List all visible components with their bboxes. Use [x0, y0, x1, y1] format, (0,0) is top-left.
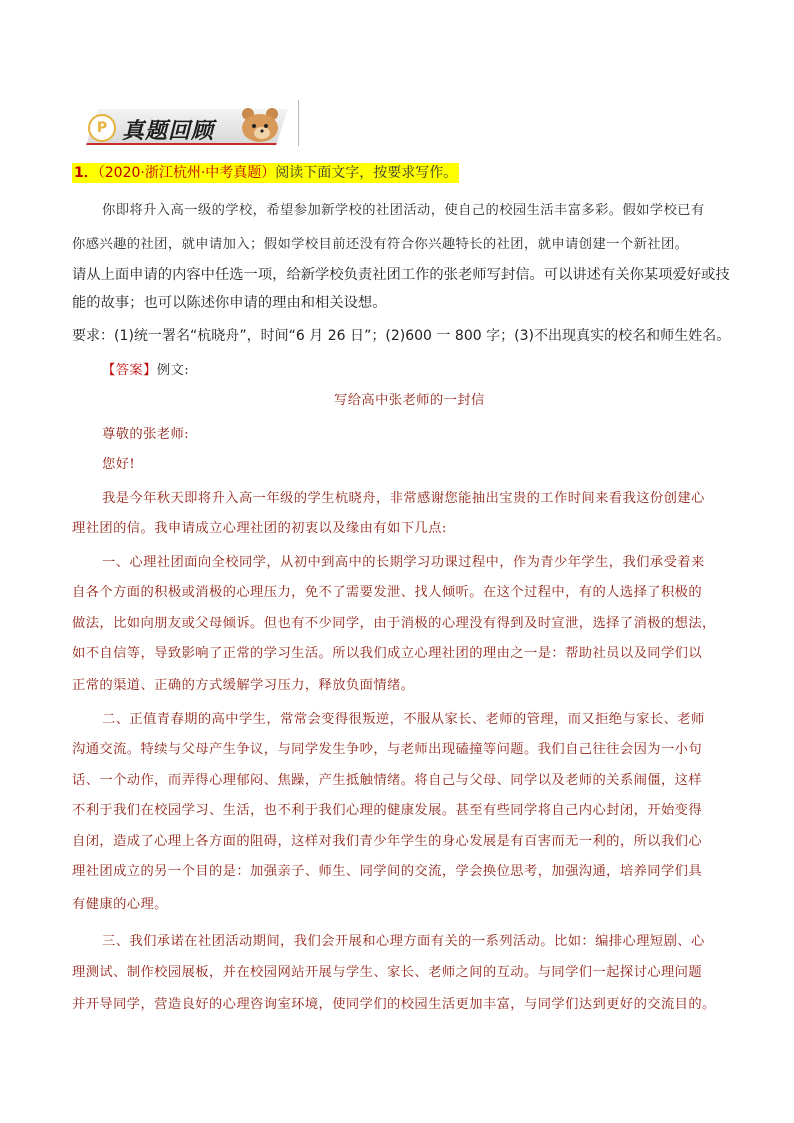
prompt-line: 请从上面申请的内容中任选一项，给新学校负责社团工作的张老师写封信。可以讲述有关你某项爱好或技 [72, 267, 730, 283]
essay-greeting: 您好! [102, 457, 136, 472]
prompt-line: 你即将升入高一级的学校，希望参加新学校的社团活动，使自己的校园生活丰富多彩。假如学校已有 [102, 203, 705, 218]
essay-line: 二、正值青春期的高中学生，常常会变得很叛逆，不服从家长、老师的管理，而又拒绝与家长、老师 [102, 712, 705, 727]
essay-line: 沟通交流。特续与父母产生争议，与同学发生争吵，与老师出现磕撞等问题。我们自己往往会因为一小句 [72, 742, 703, 757]
essay-line: 不利于我们在校园学习、生活，也不利于我们心理的健康发展。甚至有些同学将自己内心封闭，开始变得 [72, 803, 703, 818]
essay-line: 话、一个动作，而弄得心理郁闷、焦躁，产生抵触情绪。将自己与父母、同学以及老师的关系闹僵，这样 [72, 773, 703, 788]
essay-line: 如不自信等，导致影响了正常的学习生活。所以我们成立心理社团的理由之一是：帮助社员以及同学们以 [72, 646, 703, 661]
question-instruction: 阅读下面文字，按要求写作。 [275, 165, 458, 181]
essay-line: 并开导同学，营造良好的心理咨询室环境，使同学们的校园生活更加丰富，与同学们达到更好的交流目的。 [72, 997, 716, 1012]
essay-title: 写给高中张老师的一封信 [334, 393, 485, 408]
prompt-line: 你感兴趣的社团，就申请加入；假如学校目前还没有符合你兴趣特长的社团，就申请创建一个新社团。 [72, 237, 689, 252]
essay-line: 自各个方面的积极或消极的心理压力，免不了需要发泄、找人倾听。在这个过程中，有的人选择了积极的 [72, 585, 703, 600]
requirements-line: 要求：(1)统一署名“杭晓舟”，时间“6 月 26 日”；(2)600 一 800 字；(3)不出现真实的校名和师生姓名。 [72, 328, 731, 344]
essay-line: 理测试、制作校园展板，并在校园网站开展与学生、家长、老师之间的互动。与同学们一起探讨心理问题 [72, 965, 703, 980]
answer-header [102, 359, 189, 378]
question-number: 1． [74, 165, 98, 181]
question-source: （2020·浙江杭州·中考真题） [97, 165, 276, 181]
essay-line: 一、心理社团面向全校同学，从初中到高中的长期学习功课过程中，作为青少年学生，我们承受着来 [102, 555, 705, 570]
section-title: 真题回顾 [122, 119, 215, 144]
essay-line: 我是今年秋天即将升入高一年级的学生杭晓舟，非常感谢您能抽出宝贵的工作时间来看我这份创建心 [102, 491, 705, 506]
answer-label: 【答案】 [102, 363, 157, 378]
section-banner [86, 100, 300, 146]
bear-mascot-icon [234, 104, 284, 144]
essay-line: 三、我们承诺在社团活动期间，我们会开展和心理方面有关的一系列活动。比如：编排心理短剧、心 [102, 934, 705, 949]
banner-divider [298, 100, 299, 146]
essay-line: 有健康的心理。 [72, 897, 168, 912]
essay-salutation: 尊敬的张老师: [102, 427, 190, 442]
essay-line: 做法，比如向朋友或父母倾诉。但也有不少同学，由于消极的心理没有得到及时宣泄，选择了消极的想法， [72, 616, 716, 631]
essay-line: 理社团成立的另一个目的是：加强亲子、师生、同学间的交流，学会换位思考，加强沟通，培养同学们具 [72, 864, 703, 879]
answer-intro: 例文: [156, 363, 190, 378]
essay-line: 正常的渠道、正确的方式缓解学习压力，释放负面情绪。 [72, 678, 415, 693]
essay-line: 理社团的信。我申请成立心理社团的初衷以及缘由有如下几点: [72, 521, 447, 536]
coin-logo-icon: P [88, 114, 116, 142]
essay-line: 自闭，造成了心理上各方面的阻碍，这样对我们青少年学生的身心发展是有百害而无一利的，所以我们心 [72, 834, 703, 849]
prompt-line: 能的故事；也可以陈述你申请的理由和相关设想。 [72, 295, 387, 311]
question-heading [72, 163, 459, 183]
